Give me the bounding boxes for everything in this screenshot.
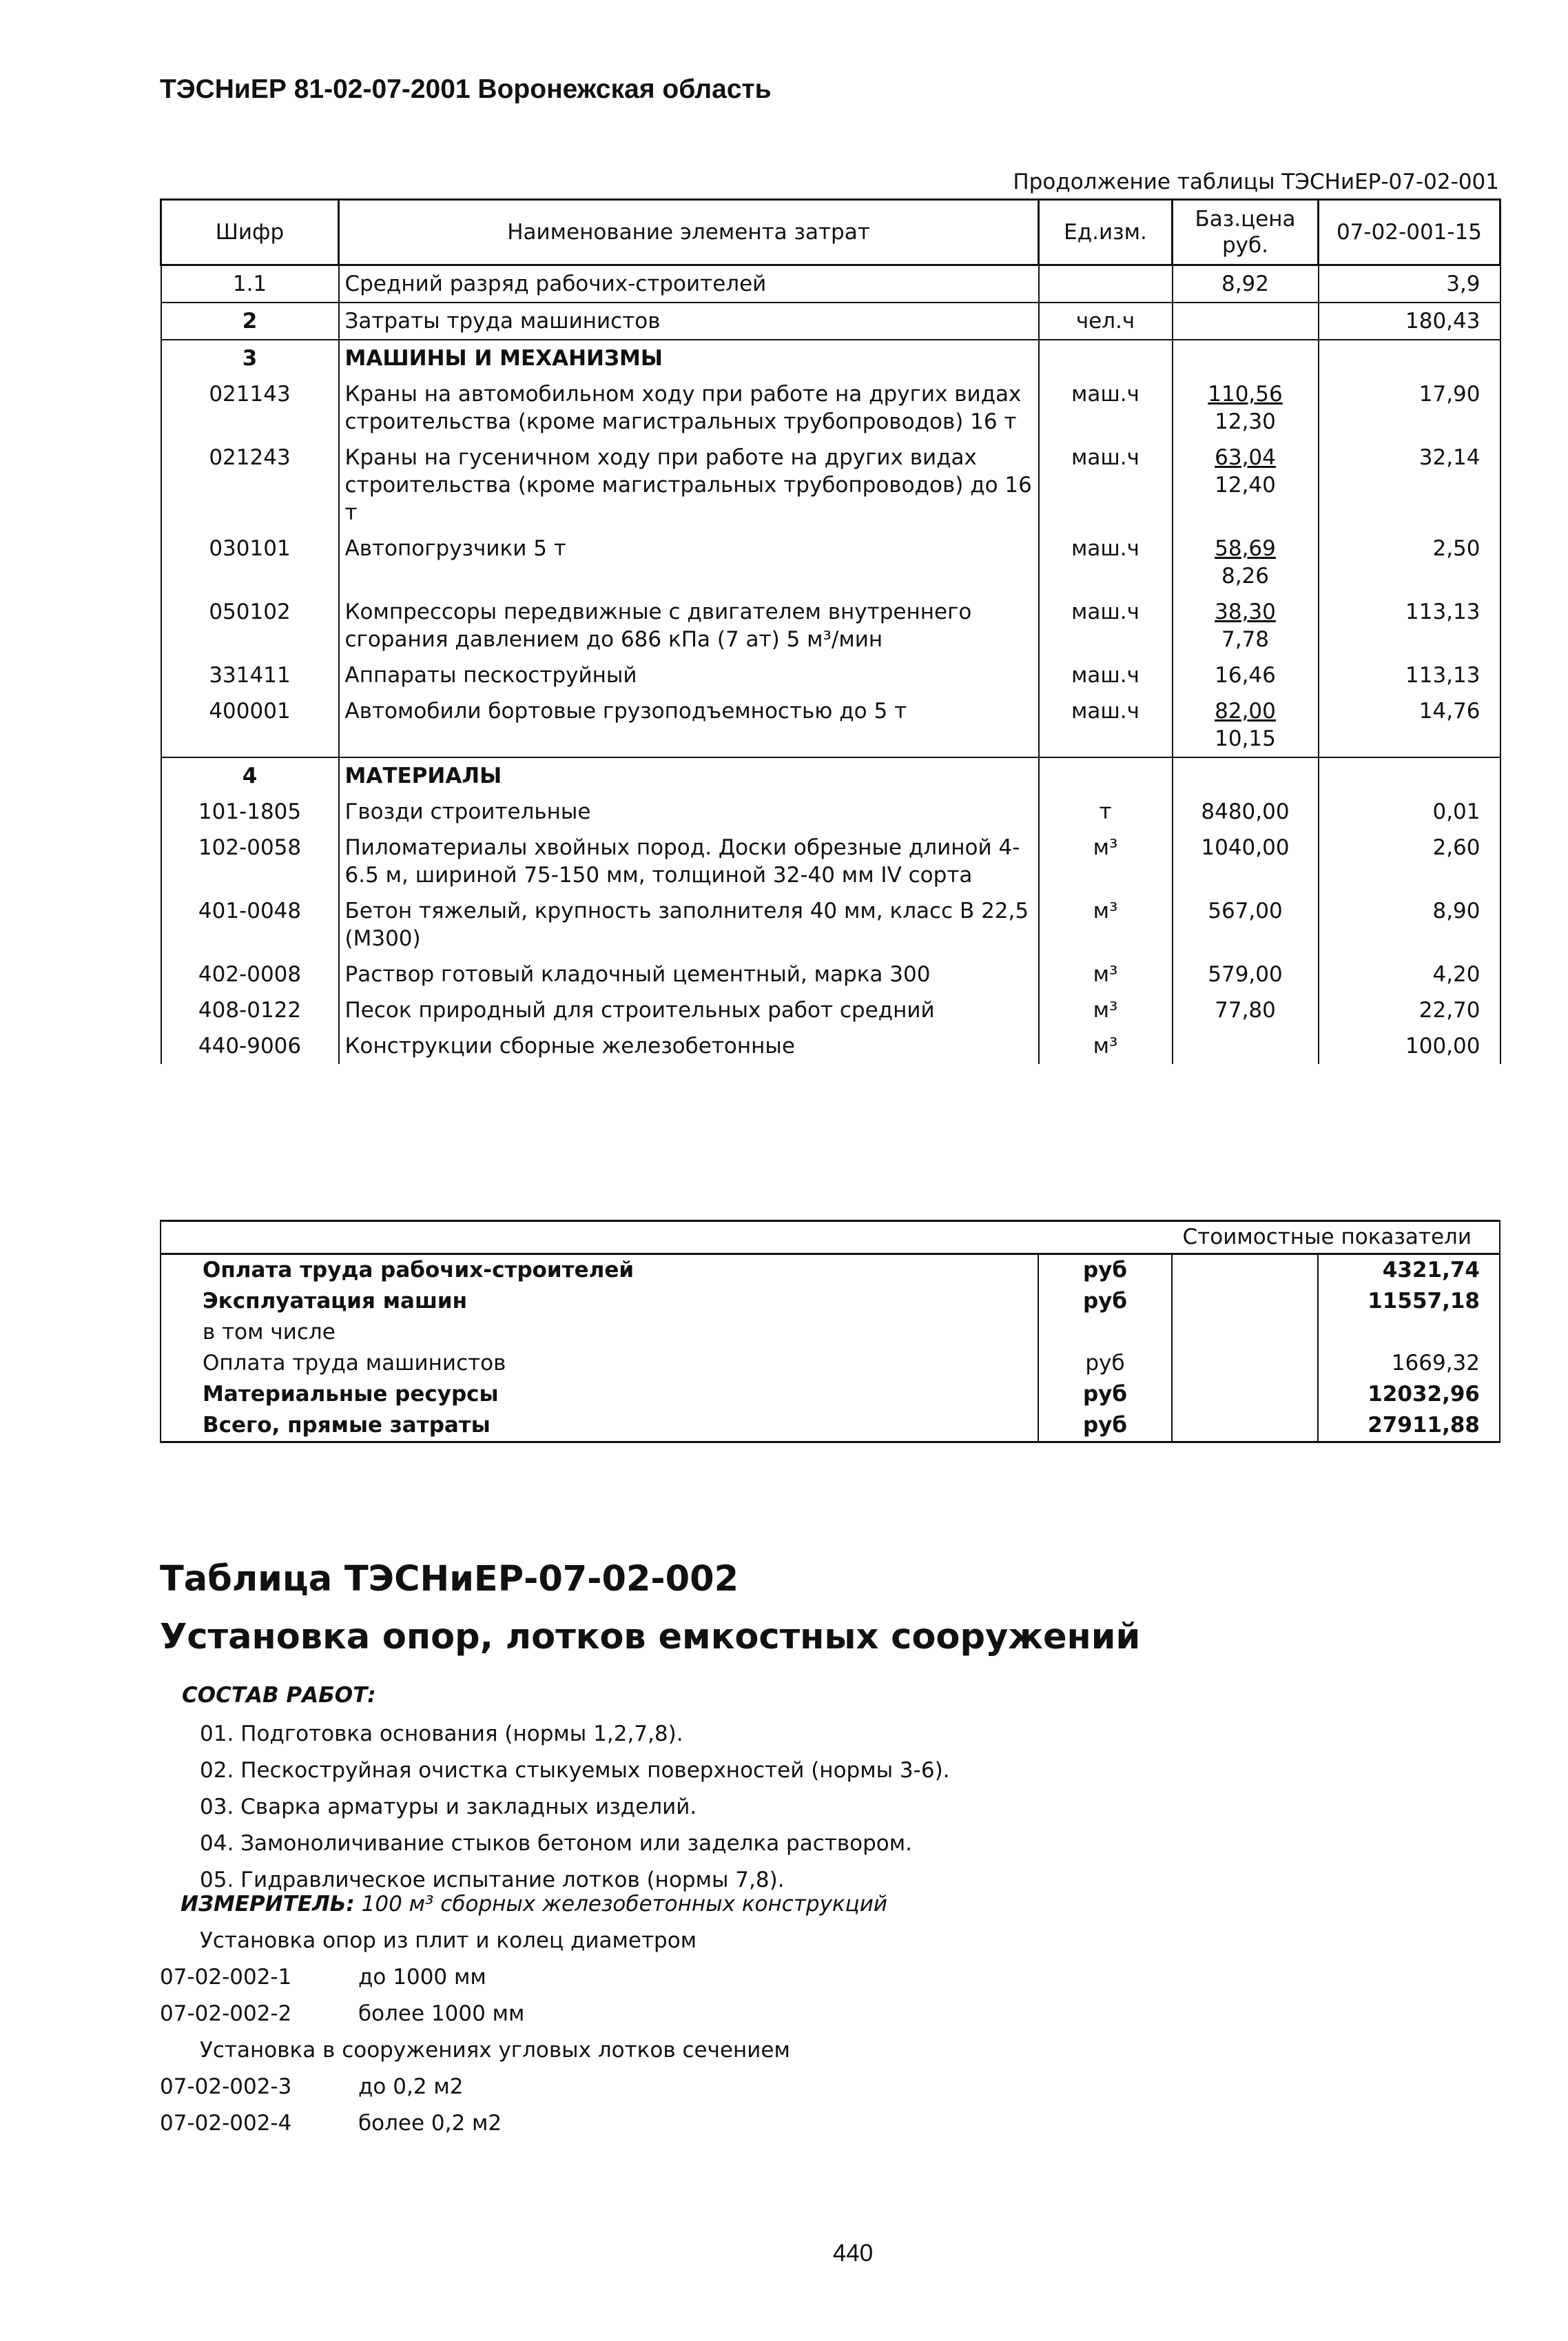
row-code: 1.1 (161, 265, 339, 303)
work-item: 04. Замоноличивание стыков бетоном или заделка раствором. (200, 1831, 912, 1856)
row-price: 58,69 8,26 (1173, 531, 1319, 594)
row-code: 408-0122 (161, 992, 339, 1028)
row-unit (1039, 757, 1173, 794)
table2-title: Таблица ТЭСНиЕР-07-02-002 (160, 1559, 739, 1599)
summary-row (161, 1348, 1500, 1379)
row-price: 110,56 12,30 (1173, 376, 1319, 440)
row-code: 401-0048 (161, 893, 339, 957)
group-heading: Установка опор из плит и колец диаметром (200, 1928, 697, 1953)
row-unit: чел.ч (1039, 303, 1173, 340)
table-row (161, 440, 1500, 531)
row-code: 3 (161, 340, 339, 376)
summary-label: Эксплуатация машин (161, 1286, 1038, 1317)
row-unit: м³ (1039, 957, 1173, 992)
row-price: 1040,00 (1173, 830, 1319, 893)
row-code: 030101 (161, 531, 339, 594)
row-value: 3,9 (1319, 265, 1500, 303)
column-header: Баз.цена руб. (1173, 200, 1319, 265)
table-row (161, 957, 1500, 992)
table-continuation-label: Продолжение таблицы ТЭСНиЕР-07-02-001 (1013, 170, 1499, 194)
row-price (1173, 757, 1319, 794)
row-price: 567,00 (1173, 893, 1319, 957)
row-price: 63,04 12,40 (1173, 440, 1319, 531)
row-price: 8480,00 (1173, 794, 1319, 830)
row-price (1173, 340, 1319, 376)
row-value: 113,13 (1319, 657, 1500, 693)
row-price (1173, 1028, 1319, 1064)
work-item: 03. Сварка арматуры и закладных изделий. (200, 1795, 697, 1819)
row-value: 14,76 (1319, 693, 1500, 757)
norm-codes (160, 1923, 790, 2142)
norm-code: 07-02-002-2 (160, 2001, 292, 2026)
row-unit (1039, 340, 1173, 376)
table-row (161, 303, 1500, 340)
row-unit: маш.ч (1039, 440, 1173, 531)
summary-value: 4321,74 (1318, 1254, 1500, 1287)
summary-label: Оплата труда рабочих-строителей (161, 1254, 1038, 1287)
row-price: 77,80 (1173, 992, 1319, 1028)
works-list (200, 1716, 950, 1899)
summary-unit: руб (1038, 1379, 1172, 1410)
row-unit: маш.ч (1039, 657, 1173, 693)
summary-value: 11557,18 (1318, 1286, 1500, 1317)
row-code: 402-0008 (161, 957, 339, 992)
group-heading: Установка в сооружениях угловых лотков сечением (200, 2038, 790, 2063)
row-unit: м³ (1039, 992, 1173, 1028)
row-value: 2,50 (1319, 531, 1500, 594)
row-value: 8,90 (1319, 893, 1500, 957)
row-value: 100,00 (1319, 1028, 1500, 1064)
row-name: Бетон тяжелый, крупность заполнителя 40 мм, класс В 22,5 (М300) (339, 893, 1039, 957)
row-price: 579,00 (1173, 957, 1319, 992)
section-heading: МАТЕРИАЛЫ (339, 757, 1039, 794)
table-header-row (161, 200, 1500, 265)
section-heading: МАШИНЫ И МЕХАНИЗМЫ (339, 340, 1039, 376)
work-item: 05. Гидравлическое испытание лотков (нормы 7,8). (200, 1868, 785, 1892)
table-row (161, 693, 1500, 757)
row-code: 021143 (161, 376, 339, 440)
column-header: Наименование элемента затрат (339, 200, 1039, 265)
row-unit: маш.ч (1039, 594, 1173, 657)
norm-code: 07-02-002-1 (160, 1965, 292, 1990)
row-unit: маш.ч (1039, 376, 1173, 440)
row-name: Автомобили бортовые грузоподъемностью до 5 т (339, 693, 1039, 757)
norm-item (160, 2069, 790, 2105)
row-name: Аппараты пескоструйный (339, 657, 1039, 693)
row-price (1173, 303, 1319, 340)
row-name: Затраты труда машинистов (339, 303, 1039, 340)
norm-text: до 1000 мм (358, 1965, 486, 1990)
row-name: Компрессоры передвижные с двигателем внутреннего сгорания давлением до 686 кПа (7 ат) 5 м³/мин (339, 594, 1039, 657)
summary-row (161, 1379, 1500, 1410)
summary-unit: руб (1038, 1286, 1172, 1317)
column-header: Шифр (161, 200, 339, 265)
row-price: 8,92 (1173, 265, 1319, 303)
table-row (161, 1028, 1500, 1064)
row-name: Гвозди строительные (339, 794, 1039, 830)
summary-title-row (161, 1221, 1500, 1254)
summary-value (1318, 1317, 1500, 1348)
norm-code: 07-02-002-3 (160, 2074, 292, 2099)
row-name: Пиломатериалы хвойных пород. Доски обрезные длиной 4-6.5 м, шириной 75-150 мм, толщиной 32-40 мм IV сорта (339, 830, 1039, 893)
summary-label: в том числе (161, 1317, 1038, 1348)
row-price: 82,00 10,15 (1173, 693, 1319, 757)
row-name: Средний разряд рабочих-строителей (339, 265, 1039, 303)
row-value: 2,60 (1319, 830, 1500, 893)
row-code: 102-0058 (161, 830, 339, 893)
page-number: 440 (832, 2240, 874, 2267)
summary-unit: руб (1038, 1254, 1172, 1287)
table-row (161, 531, 1500, 594)
row-unit: м³ (1039, 893, 1173, 957)
norm-item (160, 1959, 790, 1996)
summary-row (161, 1254, 1500, 1287)
row-value: 32,14 (1319, 440, 1500, 531)
norm-text: более 1000 мм (358, 2001, 525, 2026)
row-value: 17,90 (1319, 376, 1500, 440)
table-row (161, 830, 1500, 893)
row-name: Автопогрузчики 5 т (339, 531, 1039, 594)
table-row (161, 893, 1500, 957)
norm-text: более 0,2 м2 (358, 2111, 502, 2136)
summary-unit: руб (1038, 1410, 1172, 1442)
row-value: 4,20 (1319, 957, 1500, 992)
summary-row (161, 1410, 1500, 1442)
work-item: 01. Подготовка основания (нормы 1,2,7,8). (200, 1721, 683, 1746)
row-code: 101-1805 (161, 794, 339, 830)
row-code: 400001 (161, 693, 339, 757)
row-code: 4 (161, 757, 339, 794)
resource-table (160, 198, 1501, 1064)
cost-summary-table (160, 1220, 1500, 1443)
row-value (1319, 340, 1500, 376)
norm-item (160, 1996, 790, 2032)
summary-value: 12032,96 (1318, 1379, 1500, 1410)
row-code: 2 (161, 303, 339, 340)
row-code: 331411 (161, 657, 339, 693)
row-code: 021243 (161, 440, 339, 531)
row-unit: м³ (1039, 1028, 1173, 1064)
column-header: 07-02-001-15 (1319, 200, 1500, 265)
summary-row (161, 1317, 1500, 1348)
table-row (161, 340, 1500, 376)
meter-label: ИЗМЕРИТЕЛЬ: (180, 1892, 355, 1916)
row-name: Раствор готовый кладочный цементный, марка 300 (339, 957, 1039, 992)
summary-label: Материальные ресурсы (161, 1379, 1038, 1410)
meter-line (180, 1892, 887, 1916)
work-item: 02. Пескоструйная очистка стыкуемых поверхностей (нормы 3-6). (200, 1758, 950, 1783)
summary-label: Всего, прямые затраты (161, 1410, 1038, 1442)
row-unit: маш.ч (1039, 693, 1173, 757)
row-value: 180,43 (1319, 303, 1500, 340)
table-row (161, 657, 1500, 693)
page-header: ТЭСНиЕР 81-02-07-2001 Воронежская область (160, 74, 772, 104)
works-caption: СОСТАВ РАБОТ: (182, 1683, 376, 1708)
summary-value: 1669,32 (1318, 1348, 1500, 1379)
norm-code: 07-02-002-4 (160, 2111, 292, 2136)
table-row (161, 265, 1500, 303)
row-unit (1039, 265, 1173, 303)
norm-item (160, 2105, 790, 2142)
row-name: Песок природный для строительных работ средний (339, 992, 1039, 1028)
table-row (161, 376, 1500, 440)
row-unit: маш.ч (1039, 531, 1173, 594)
row-price: 38,30 7,78 (1173, 594, 1319, 657)
column-header: Ед.изм. (1039, 200, 1173, 265)
row-code: 050102 (161, 594, 339, 657)
row-value: 22,70 (1319, 992, 1500, 1028)
table-row (161, 992, 1500, 1028)
table-row (161, 757, 1500, 794)
summary-unit (1038, 1317, 1172, 1348)
table-row (161, 594, 1500, 657)
row-value: 0,01 (1319, 794, 1500, 830)
row-value: 113,13 (1319, 594, 1500, 657)
table-row (161, 794, 1500, 830)
row-name: Краны на гусеничном ходу при работе на других видах строительства (кроме магистральных трубопроводов) до 16 т (339, 440, 1039, 531)
summary-row (161, 1286, 1500, 1317)
row-name: Краны на автомобильном ходу при работе на других видах строительства (кроме магистральных трубопроводов) 16 т (339, 376, 1039, 440)
row-value (1319, 757, 1500, 794)
row-unit: м³ (1039, 830, 1173, 893)
summary-value: 27911,88 (1318, 1410, 1500, 1442)
summary-unit: руб (1038, 1348, 1172, 1379)
row-code: 440-9006 (161, 1028, 339, 1064)
meter-text: 100 м³ сборных железобетонных конструкций (361, 1892, 888, 1916)
row-unit: т (1039, 794, 1173, 830)
summary-title: Стоимостные показатели (1038, 1221, 1500, 1254)
summary-label: Оплата труда машинистов (161, 1348, 1038, 1379)
row-price: 16,46 (1173, 657, 1319, 693)
table2-subtitle: Установка опор, лотков емкостных сооружений (160, 1617, 1141, 1657)
row-name: Конструкции сборные железобетонные (339, 1028, 1039, 1064)
norm-text: до 0,2 м2 (358, 2074, 464, 2099)
